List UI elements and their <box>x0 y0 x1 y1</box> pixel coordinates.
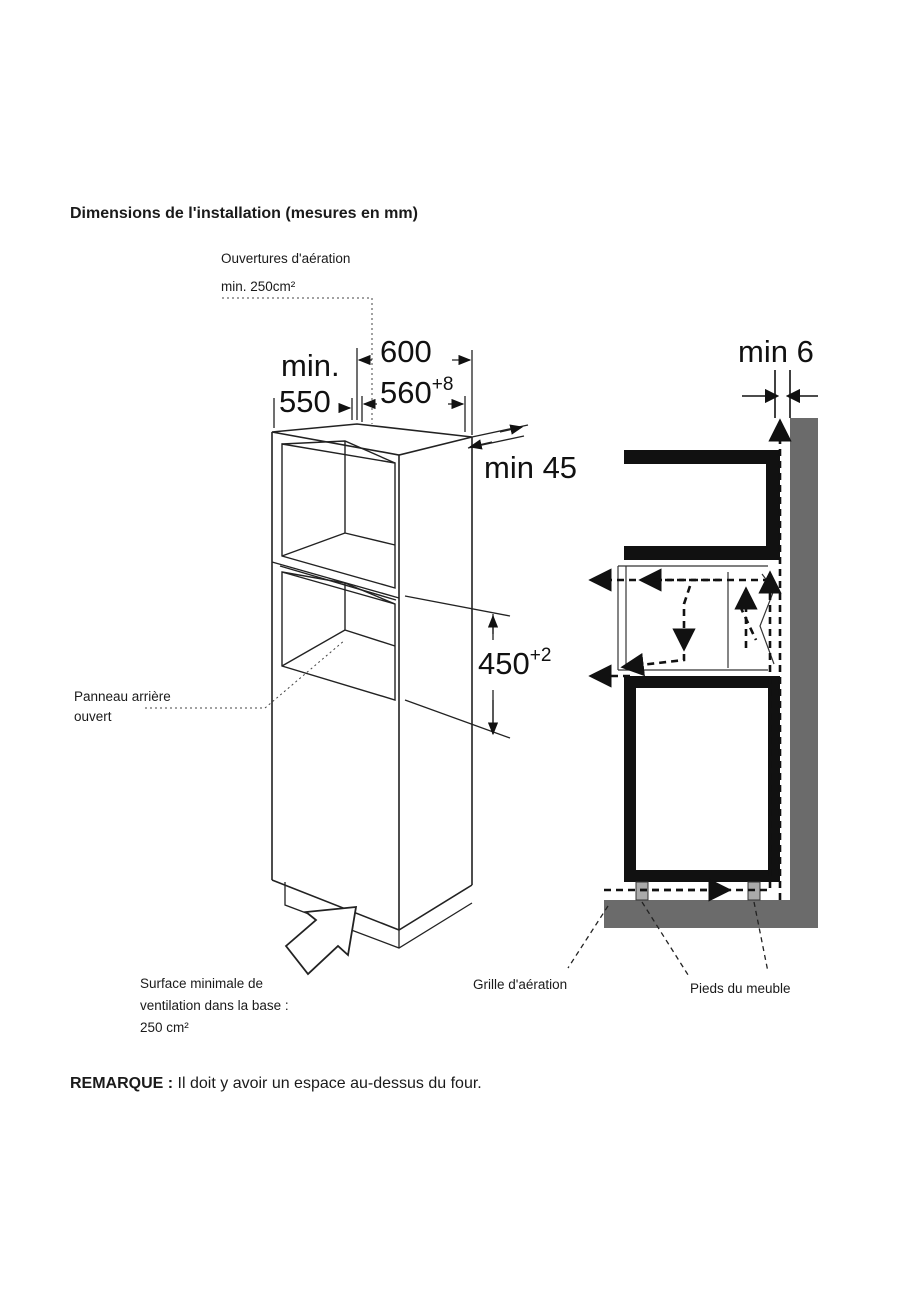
dim-gap-rear: min 45 <box>484 450 578 485</box>
dim-min6-lines <box>742 370 818 418</box>
dim-width-inner: $560^{+8}$ <box>380 374 454 410</box>
feet-label: Pieds du meuble <box>690 981 791 996</box>
base-label-line2: ventilation dans la base : <box>140 998 289 1013</box>
dim-width-outer: 600 <box>380 334 432 369</box>
vents-label-line2: min. 250cm² <box>221 279 296 294</box>
rear-panel-label-line2: ouvert <box>74 709 112 724</box>
remark-text: Il doit y avoir un espace au-dessus du four. <box>173 1075 482 1092</box>
vents-label-line1: Ouvertures d'aération <box>221 251 351 266</box>
dim-depth-min-line2: 550 <box>279 384 331 419</box>
dim-niche-height: $450^{+2}$ <box>478 645 552 681</box>
upper-cabinet <box>624 450 780 560</box>
remark-label: REMARQUE : <box>70 1075 174 1092</box>
rear-panel-label-line1: Panneau arrière <box>74 689 171 704</box>
wall-and-floor <box>604 418 818 928</box>
page-title: Dimensions de l'installation (mesures en mm) <box>70 205 418 222</box>
base-label-line1: Surface minimale de <box>140 976 264 991</box>
oven-unit <box>618 566 774 670</box>
dim-width-inner-tol: +8 <box>431 374 454 395</box>
grille-label: Grille d'aération <box>473 977 568 992</box>
base-label-line3: 250 cm² <box>140 1020 189 1035</box>
dim-depth-min-line1: min. <box>281 348 340 383</box>
dim-niche-height-tol: +2 <box>529 645 552 666</box>
grille-leader <box>568 906 608 968</box>
dim-gap-top: min 6 <box>738 334 814 369</box>
lower-cabinet <box>624 676 780 882</box>
